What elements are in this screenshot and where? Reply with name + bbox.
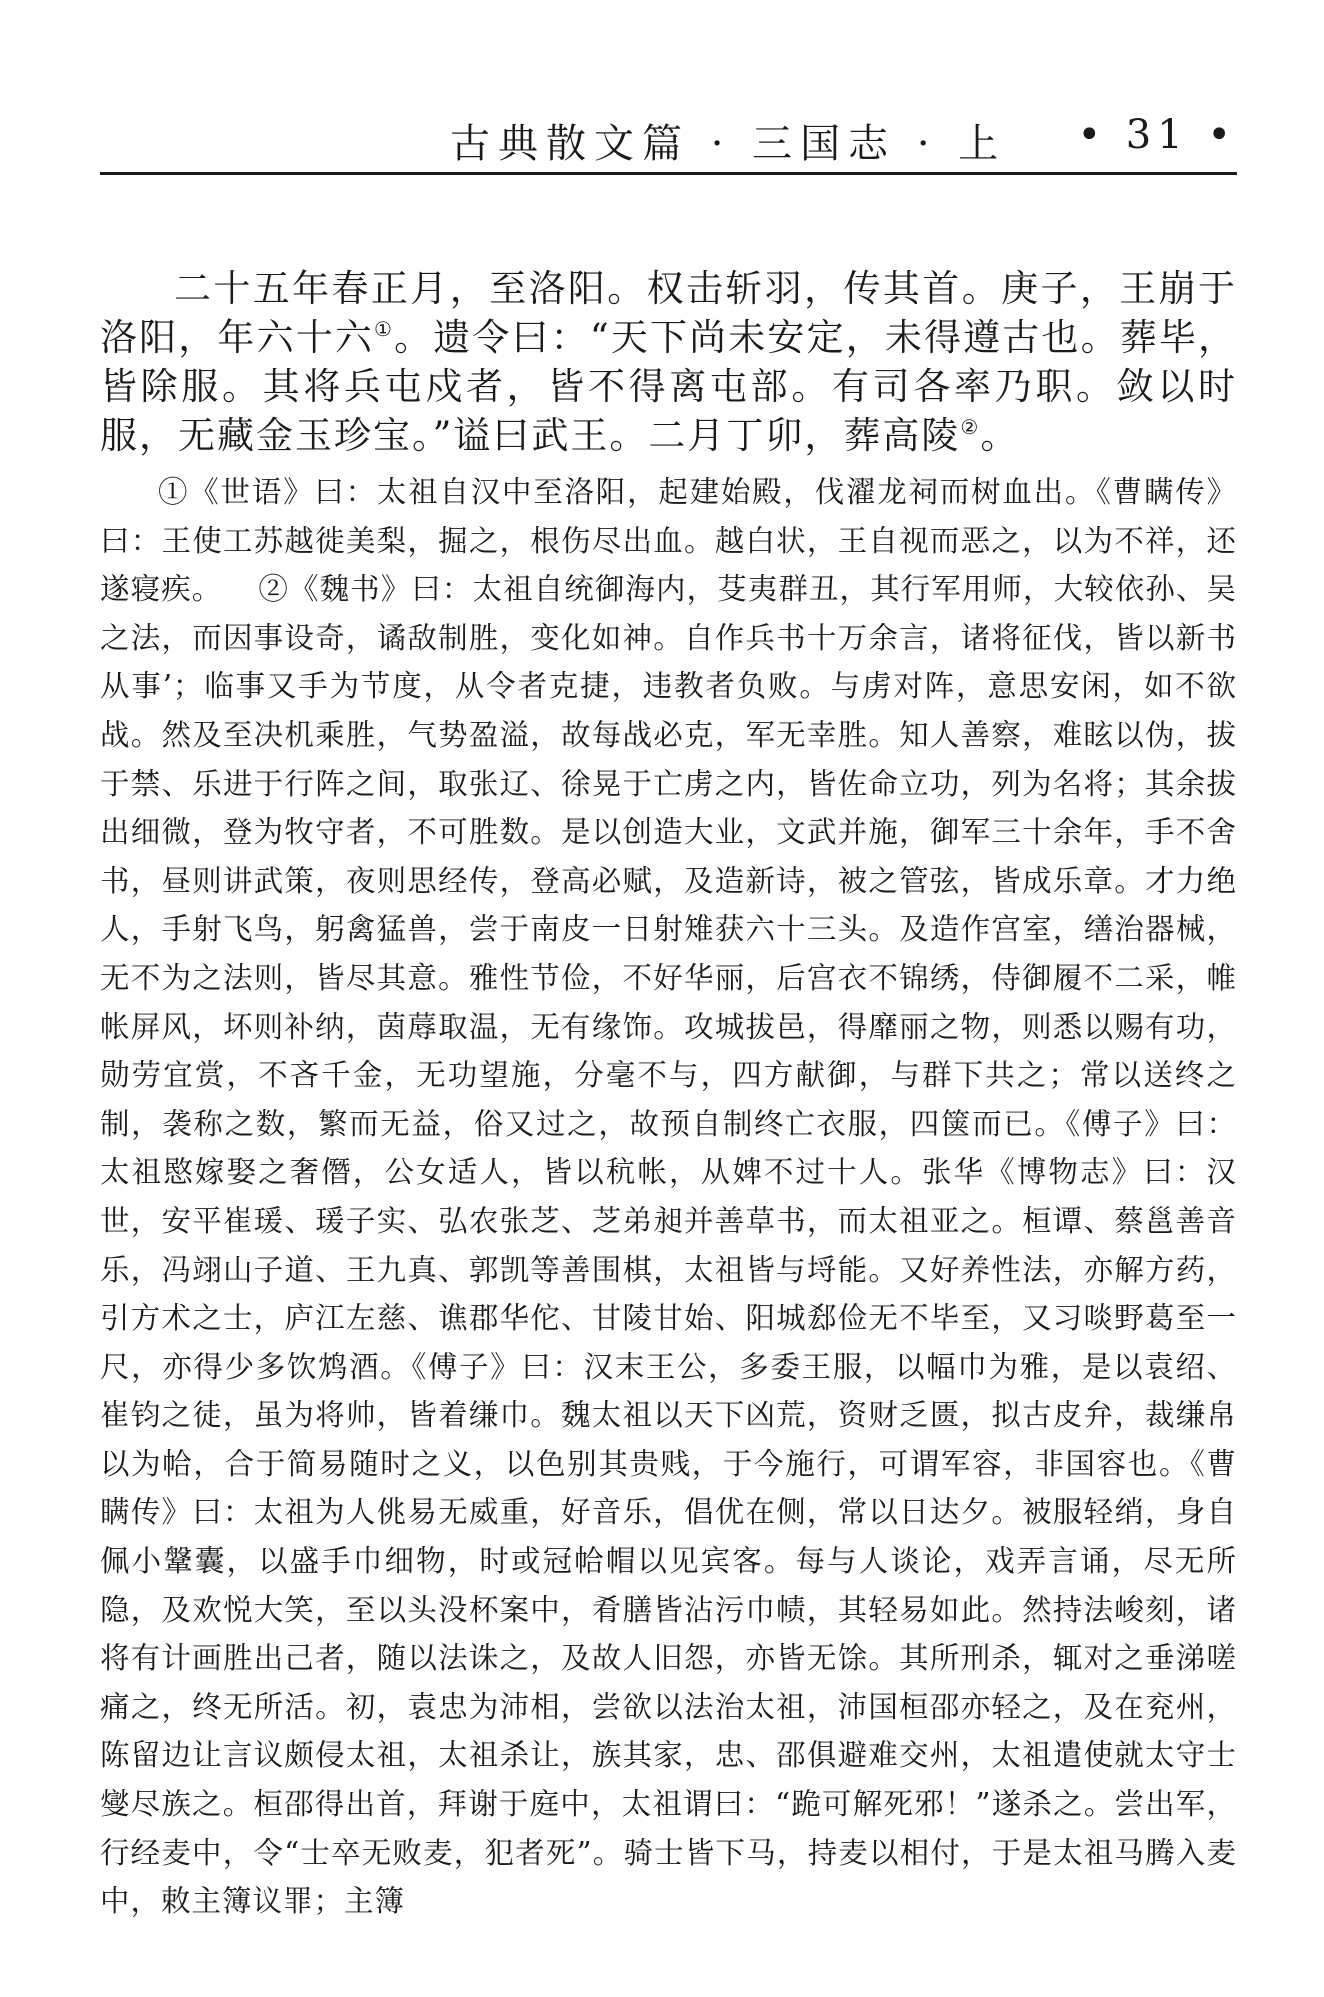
body-text	[100, 264, 1237, 1926]
footnote-ref-2: ②	[960, 415, 981, 439]
main-text-part2: 。遗令曰：“天下尚未安定，未得遵古也。葬毕，皆除服。其将兵屯戍者，皆不得离屯部。有司各率乃职。敛以时服，无藏金玉珍宝。”谥曰武王。二月丁卯，葬高陵	[100, 316, 1237, 457]
header-title: 古典散文篇 · 三国志 · 上	[450, 121, 1007, 167]
main-paragraph	[100, 264, 1237, 460]
page-number: • 31 •	[1077, 112, 1237, 158]
annotation-1: ①《世语》曰：太祖自汉中至洛阳，起建始殿，伐濯龙祠而树血出。《曹瞒传》曰：王使工苏越徙美梨，掘之，根伤尽出血。越白状，王自视而恶之，以为不祥，还遂寝疾。	[100, 475, 1237, 607]
annotation-block	[100, 468, 1237, 1926]
main-text-part3: 。	[980, 414, 1020, 457]
header-rule	[100, 172, 1237, 175]
running-header	[100, 100, 1237, 167]
footnote-ref-1: ①	[374, 317, 395, 341]
annotation-2: ②《魏书》曰：太祖自统御海内，芟夷群丑，其行军用师，大较依孙、吴之法，而因事设奇，谲敌制胜，变化如神。自作兵书十万余言，诸将征伐，皆以新书从事’；临事又手为节度，从令者克捷，违教者负败。与虏对阵，意思安闲，如不欲战。然及至决机乘胜，气势盈溢，故每战必克，军无幸胜。知人善察，难眩以伪，拔于禁、乐进于行阵之间，取张辽、徐晃于亡虏之内，皆佐命立功，列为名将；其余拔出细微，登为牧守者，不可胜数。是以创造大业，文武并施，御军三十余年，手不舍书，昼则讲武策，夜则思经传，登高必赋，及造新诗，被之管弦，皆成乐章。才力绝人，手射飞鸟，躬禽猛兽，尝于南皮一日射雉获六十三头。及造作宫室，缮治器械，无不为之法则，皆尽其意。雅性节俭，不好华丽，后宫衣不锦绣，侍御履不二采，帷帐屏风，坏则补纳，茵蓐取温，无有缘饰。攻城拔邑，得靡丽之物，则悉以赐有功，勋劳宜赏，不吝千金，无功望施，分毫不与，四方献御，与群下共之；常以送终之制，袭称之数，繁而无益，俗又过之，故预自制终亡衣服，四箧而已。《傅子》曰：太祖愍嫁娶之奢僭，公女适人，皆以秔帐，从婢不过十人。张华《博物志》曰：汉世，安平崔瑗、瑗子实、弘农张芝、芝弟昶并善草书，而太祖亚之。桓谭、蔡邕善音乐，冯翊山子道、王九真、郭凯等善围棋，太祖皆与埒能。又好养性法，亦解方药，引方术之士，庐江左慈、谯郡华佗、甘陵甘始、阳城郄俭无不毕至，又习啖野葛至一尺，亦得少多饮鸩酒。《傅子》曰：汉末王公，多委王服，以幅巾为雅，是以袁绍、崔钧之徒，虽为将帅，皆着缣巾。魏太祖以天下凶荒，资财乏匮，拟古皮弁，裁缣帛以为帢，合于简易随时之义，以色别其贵贱，于今施行，可谓军容，非国容也。《曹瞒传》曰：太祖为人佻易无威重，好音乐，倡优在侧，常以日达夕。被服轻绡，身自佩小鞶囊，以盛手巾细物，时或冠帢帽以见宾客。每与人谈论，戏弄言诵，尽无所隐，及欢悦大笑，至以头没杯案中，肴膳皆沾污巾帻，其轻易如此。然持法峻刻，诸将有计画胜出己者，随以法诛之，及故人旧怨，亦皆无馀。其所刑杀，辄对之垂涕嗟痛之，终无所活。初，袁忠为沛相，尝欲以法治太祖，沛国桓邵亦轻之，及在兖州，陈留边让言议颇侵太祖，太祖杀让，族其家，忠、邵俱避难交州，太祖遣使就太守士燮尽族之。桓邵得出首，拜谢于庭中，太祖谓曰：“跪可解死邪！”遂杀之。尝出军，行经麦中，令“士卒无败麦，犯者死”。骑士皆下马，持麦以相付，于是太祖马腾入麦中，敕主簿议罪；主簿	[100, 572, 1237, 1919]
main-text-part1: 二十五年春正月，至洛阳。权击斩羽，传其首。庚子，王崩于洛阳，年六十六	[100, 267, 1237, 359]
